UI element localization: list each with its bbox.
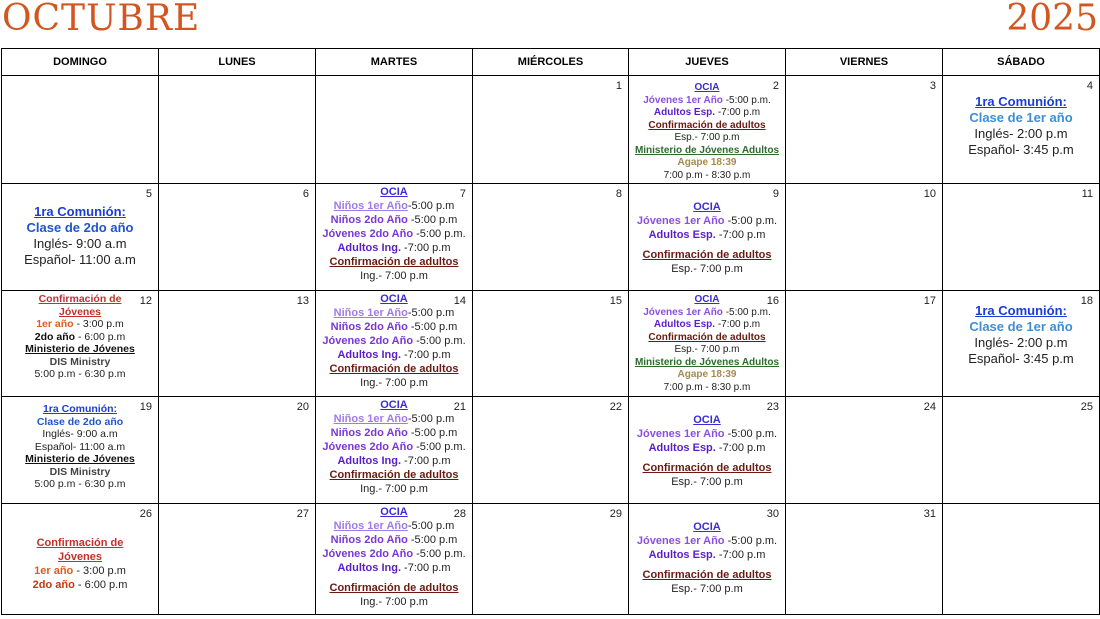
day-cell[interactable] <box>473 184 629 291</box>
event-list <box>629 184 785 276</box>
event-time: Inglés- 9:00 a.m <box>42 428 118 440</box>
event-confirmacion: Confirmación de adultos <box>642 569 772 581</box>
day-cell[interactable] <box>786 291 943 397</box>
week-row <box>2 184 1100 291</box>
day-number: 6 <box>302 188 309 200</box>
year-title: 2025 <box>1006 0 1098 39</box>
event-time: Ing.- 7:00 p.m <box>360 483 428 495</box>
event-confirmacion: Confirmación de adultos <box>329 582 459 594</box>
day-cell[interactable] <box>473 291 629 397</box>
event-time: 5:00 p.m - 6:30 p.m <box>34 368 126 380</box>
event-ninos-2: Niños 2do Año <box>330 321 408 333</box>
event-time: -5:00 p.m. <box>727 428 778 440</box>
day-cell[interactable] <box>316 184 473 291</box>
event-time: -5:00 p.m <box>407 200 455 212</box>
event-confirmacion: Confirmación de adultos <box>648 331 766 343</box>
weekday-wednesday: MIÉRCOLES <box>473 49 629 76</box>
day-cell-empty <box>2 76 159 184</box>
event-time: Inglés- 2:00 p.m <box>974 335 1068 350</box>
event-agape: Agape 18:39 <box>677 157 737 168</box>
event-time: -5:00 p.m. <box>413 228 466 240</box>
event-time: -7:00 p.m <box>715 229 766 241</box>
day-cell[interactable] <box>473 76 629 184</box>
event-time: -5:00 p.m <box>407 413 455 425</box>
event-time: - 6:00 p.m <box>75 330 126 343</box>
event-confirmacion: Confirmación de adultos <box>642 249 772 261</box>
day-cell[interactable] <box>2 397 159 504</box>
day-cell[interactable] <box>786 76 943 184</box>
event-jovenes-1: Jóvenes 1er Año <box>636 535 725 547</box>
event-adultos-esp: Adultos Esp. <box>653 319 716 330</box>
day-number: 20 <box>296 401 309 413</box>
day-number: 17 <box>923 295 936 307</box>
event-list <box>316 504 472 609</box>
day-number: 26 <box>139 508 152 520</box>
day-number: 2 <box>772 80 779 92</box>
event-time: 7:00 p.m - 8:30 p.m <box>663 169 751 181</box>
day-number: 8 <box>615 188 622 200</box>
event-adultos-esp: Adultos Esp. <box>648 549 716 561</box>
event-ocia: OCIA <box>693 201 721 213</box>
event-ocia: OCIA <box>380 186 408 198</box>
event-ocia: OCIA <box>694 82 720 93</box>
event-ano-1: 1er año <box>36 318 74 330</box>
day-cell[interactable] <box>316 397 473 504</box>
day-cell[interactable] <box>316 291 473 397</box>
event-ocia: OCIA <box>693 521 721 533</box>
event-ninos-1: Niños 1er Año <box>333 307 408 319</box>
weekday-saturday: SÁBADO <box>943 49 1100 76</box>
event-time: Inglés- 2:00 p.m <box>974 126 1068 141</box>
day-number: 13 <box>296 295 309 307</box>
event-time: -5:00 p.m <box>407 214 458 226</box>
day-number: 3 <box>929 80 936 92</box>
weekday-friday: VIERNES <box>786 49 943 76</box>
day-number: 16 <box>766 295 779 307</box>
event-adultos-ing: Adultos Ing. <box>337 242 401 254</box>
event-clase-1: Clase de 1er año <box>969 110 1073 125</box>
event-ninos-1: Niños 1er Año <box>333 413 408 425</box>
weekday-thursday: JUEVES <box>629 49 786 76</box>
event-time: -7:00 p.m <box>715 549 766 561</box>
event-ministerio-jovenes: Ministerio de Jóvenes <box>25 343 135 355</box>
event-time: -5:00 p.m <box>407 520 455 532</box>
event-ocia: OCIA <box>380 293 408 305</box>
event-adultos-ing: Adultos Ing. <box>337 349 401 361</box>
event-confirmacion: Confirmación de adultos <box>329 469 459 481</box>
event-time: Esp.- 7:00 p.m <box>671 583 743 595</box>
event-clase-2: Clase de 2do año <box>36 415 124 428</box>
day-cell[interactable] <box>2 291 159 397</box>
event-time: Ing.- 7:00 p.m <box>360 596 428 608</box>
event-ocia: OCIA <box>380 506 408 518</box>
day-cell-empty <box>159 76 316 184</box>
event-ocia: OCIA <box>380 399 408 411</box>
weekday-monday: LUNES <box>159 49 316 76</box>
event-agape: Agape 18:39 <box>677 369 737 380</box>
event-list <box>316 397 472 496</box>
day-cell[interactable] <box>159 184 316 291</box>
event-time: Esp.- 7:00 p.m <box>671 476 743 488</box>
week-row <box>2 291 1100 397</box>
day-number: 27 <box>296 508 309 520</box>
event-time: Español- 11:00 a.m <box>34 440 126 453</box>
day-number: 21 <box>453 401 466 413</box>
day-number: 29 <box>609 508 622 520</box>
day-cell[interactable] <box>786 397 943 504</box>
event-jovenes-1: Jóvenes 1er Año <box>643 94 723 106</box>
day-number: 25 <box>1080 401 1093 413</box>
day-cell[interactable] <box>473 504 629 615</box>
event-jovenes-2: Jóvenes 2do Año <box>322 548 414 560</box>
event-time: Esp.- 7:00 p.m <box>674 132 740 143</box>
day-number: 11 <box>1081 188 1093 200</box>
event-confirmacion: Confirmación de adultos <box>642 462 772 474</box>
event-ocia: OCIA <box>693 414 721 426</box>
event-time: - 3:00 p.m <box>73 318 124 330</box>
day-cell[interactable] <box>473 397 629 504</box>
event-time: -5:00 p.m. <box>413 441 466 453</box>
day-cell[interactable] <box>943 291 1100 397</box>
event-comunion: 1ra Comunión: <box>34 204 126 219</box>
event-time: 7:00 p.m - 8:30 p.m <box>663 381 751 393</box>
day-number: 22 <box>609 401 622 413</box>
day-cell-empty <box>316 76 473 184</box>
event-list <box>2 184 158 268</box>
day-number: 24 <box>923 401 936 413</box>
day-number: 28 <box>453 508 466 520</box>
event-list <box>629 291 785 394</box>
day-number: 1 <box>615 80 622 92</box>
day-cell[interactable] <box>2 184 159 291</box>
event-ninos-1: Niños 1er Año <box>333 200 408 212</box>
day-cell-empty <box>943 504 1100 615</box>
event-ninos-1: Niños 1er Año <box>333 520 408 532</box>
event-time: - 6:00 p.m <box>74 579 128 591</box>
event-adultos-esp: Adultos Esp. <box>648 442 716 454</box>
event-jovenes-2: Jóvenes 2do Año <box>322 228 414 240</box>
event-time: Español- 3:45 p.m <box>968 351 1074 366</box>
event-time: Inglés- 9:00 a.m <box>33 236 127 251</box>
event-time: -7:00 p.m <box>401 349 451 361</box>
event-time: -7:00 p.m <box>715 319 761 330</box>
event-jovenes-2: Jóvenes 2do Año <box>322 441 414 453</box>
week-row <box>2 397 1100 504</box>
event-comunion: 1ra Comunión: <box>975 94 1067 109</box>
event-confirmacion: Confirmación de adultos <box>329 256 459 268</box>
event-comunion: 1ra Comunión: <box>42 403 118 415</box>
day-cell[interactable] <box>786 504 943 615</box>
day-cell[interactable] <box>629 397 786 504</box>
event-time: Español- 3:45 p.m <box>968 142 1074 157</box>
event-time: -7:00 p.m <box>401 242 451 254</box>
month-title: OCTUBRE <box>2 0 201 39</box>
calendar-grid <box>1 48 1100 615</box>
event-time: 5:00 p.m - 6:30 p.m <box>34 478 126 490</box>
event-list <box>629 76 785 182</box>
day-cell[interactable] <box>316 504 473 615</box>
day-cell[interactable] <box>629 184 786 291</box>
week-row <box>2 76 1100 184</box>
day-number: 12 <box>139 295 152 307</box>
day-number: 14 <box>453 295 466 307</box>
event-list <box>2 291 158 381</box>
weekday-header-row <box>2 49 1100 76</box>
event-ninos-2: Niños 2do Año <box>330 214 408 226</box>
day-number: 5 <box>145 188 152 200</box>
event-time: Ing.- 7:00 p.m <box>360 270 428 282</box>
day-number: 15 <box>609 295 622 307</box>
day-number: 19 <box>139 401 152 413</box>
day-cell[interactable] <box>943 76 1100 184</box>
event-time: -7:00 p.m <box>401 562 451 574</box>
event-list <box>943 291 1099 367</box>
day-number: 18 <box>1080 295 1093 307</box>
event-time: Esp.- 7:00 p.m <box>674 344 740 355</box>
event-time: -5:00 p.m. <box>413 548 466 560</box>
event-list <box>629 504 785 596</box>
event-ministerio: Ministerio de Jóvenes Adultos <box>634 144 780 156</box>
day-cell[interactable] <box>2 504 159 615</box>
event-adultos-esp: Adultos Esp. <box>653 107 716 118</box>
day-cell[interactable] <box>159 397 316 504</box>
event-list <box>2 504 158 592</box>
day-cell[interactable] <box>159 291 316 397</box>
event-ocia: OCIA <box>694 294 720 305</box>
event-time: -7:00 p.m <box>715 442 766 454</box>
event-confirmacion: Confirmación de adultos <box>648 119 766 131</box>
event-time: -5:00 p.m. <box>413 335 466 347</box>
event-dis-ministry: DIS Ministry <box>49 355 111 368</box>
event-adultos-ing: Adultos Ing. <box>337 562 401 574</box>
event-time: -5:00 p.m. <box>725 306 771 318</box>
event-jovenes-2: Jóvenes 2do Año <box>322 335 414 347</box>
event-time: -5:00 p.m <box>407 534 458 546</box>
day-cell[interactable] <box>629 504 786 615</box>
event-list <box>316 291 472 390</box>
event-time: Esp.- 7:00 p.m <box>671 263 743 275</box>
event-confirmacion: Confirmación de adultos <box>329 363 459 375</box>
week-row <box>2 504 1100 615</box>
day-number: 4 <box>1086 80 1093 92</box>
event-confirmacion-jovenes: Confirmación de Jóvenes <box>36 537 124 563</box>
day-cell[interactable] <box>629 76 786 184</box>
event-adultos-esp: Adultos Esp. <box>648 229 716 241</box>
event-ninos-2: Niños 2do Año <box>330 427 408 439</box>
event-time: -5:00 p.m. <box>727 215 778 227</box>
event-adultos-ing: Adultos Ing. <box>337 455 401 467</box>
event-time: -5:00 p.m <box>407 427 458 439</box>
event-time: -7:00 p.m <box>401 455 451 467</box>
day-number: 31 <box>923 508 936 520</box>
event-ministerio-jovenes: Ministerio de Jóvenes <box>25 453 135 465</box>
weekday-sunday: DOMINGO <box>2 49 159 76</box>
event-ano-2: 2do año <box>32 579 75 591</box>
event-time: -5:00 p.m <box>407 321 458 333</box>
event-time: -5:00 p.m. <box>727 535 778 547</box>
event-clase-2: Clase de 2do año <box>26 220 134 235</box>
day-cell[interactable] <box>943 397 1100 504</box>
event-list <box>316 184 472 283</box>
day-cell[interactable] <box>159 504 316 615</box>
event-ano-1: 1er año <box>34 565 74 577</box>
event-clase-1: Clase de 1er año <box>969 319 1073 334</box>
event-jovenes-1: Jóvenes 1er Año <box>643 306 723 318</box>
event-time: -7:00 p.m <box>715 107 761 118</box>
day-number: 23 <box>766 401 779 413</box>
event-comunion: 1ra Comunión: <box>975 303 1067 318</box>
event-jovenes-1: Jóvenes 1er Año <box>636 215 725 227</box>
day-number: 30 <box>766 508 779 520</box>
event-time: Ing.- 7:00 p.m <box>360 377 428 389</box>
day-cell[interactable] <box>786 184 943 291</box>
event-time: Español- 11:00 a.m <box>24 252 136 267</box>
event-dis-ministry: DIS Ministry <box>49 465 111 478</box>
day-number: 9 <box>772 188 779 200</box>
event-list <box>2 397 158 491</box>
weekday-tuesday: MARTES <box>316 49 473 76</box>
event-time: - 3:00 p.m <box>73 565 126 577</box>
event-confirmacion-jovenes: Confirmación de Jóvenes <box>38 293 122 318</box>
event-ministerio: Ministerio de Jóvenes Adultos <box>634 356 780 368</box>
event-ninos-2: Niños 2do Año <box>330 534 408 546</box>
event-list <box>629 397 785 489</box>
day-cell[interactable] <box>943 184 1100 291</box>
event-time: -5:00 p.m. <box>725 94 771 106</box>
day-number: 7 <box>459 188 466 200</box>
day-number: 10 <box>923 188 936 200</box>
event-jovenes-1: Jóvenes 1er Año <box>636 428 725 440</box>
event-time: -5:00 p.m <box>407 307 455 319</box>
day-cell[interactable] <box>629 291 786 397</box>
event-ano-2: 2do año <box>34 330 76 343</box>
event-list <box>943 76 1099 158</box>
